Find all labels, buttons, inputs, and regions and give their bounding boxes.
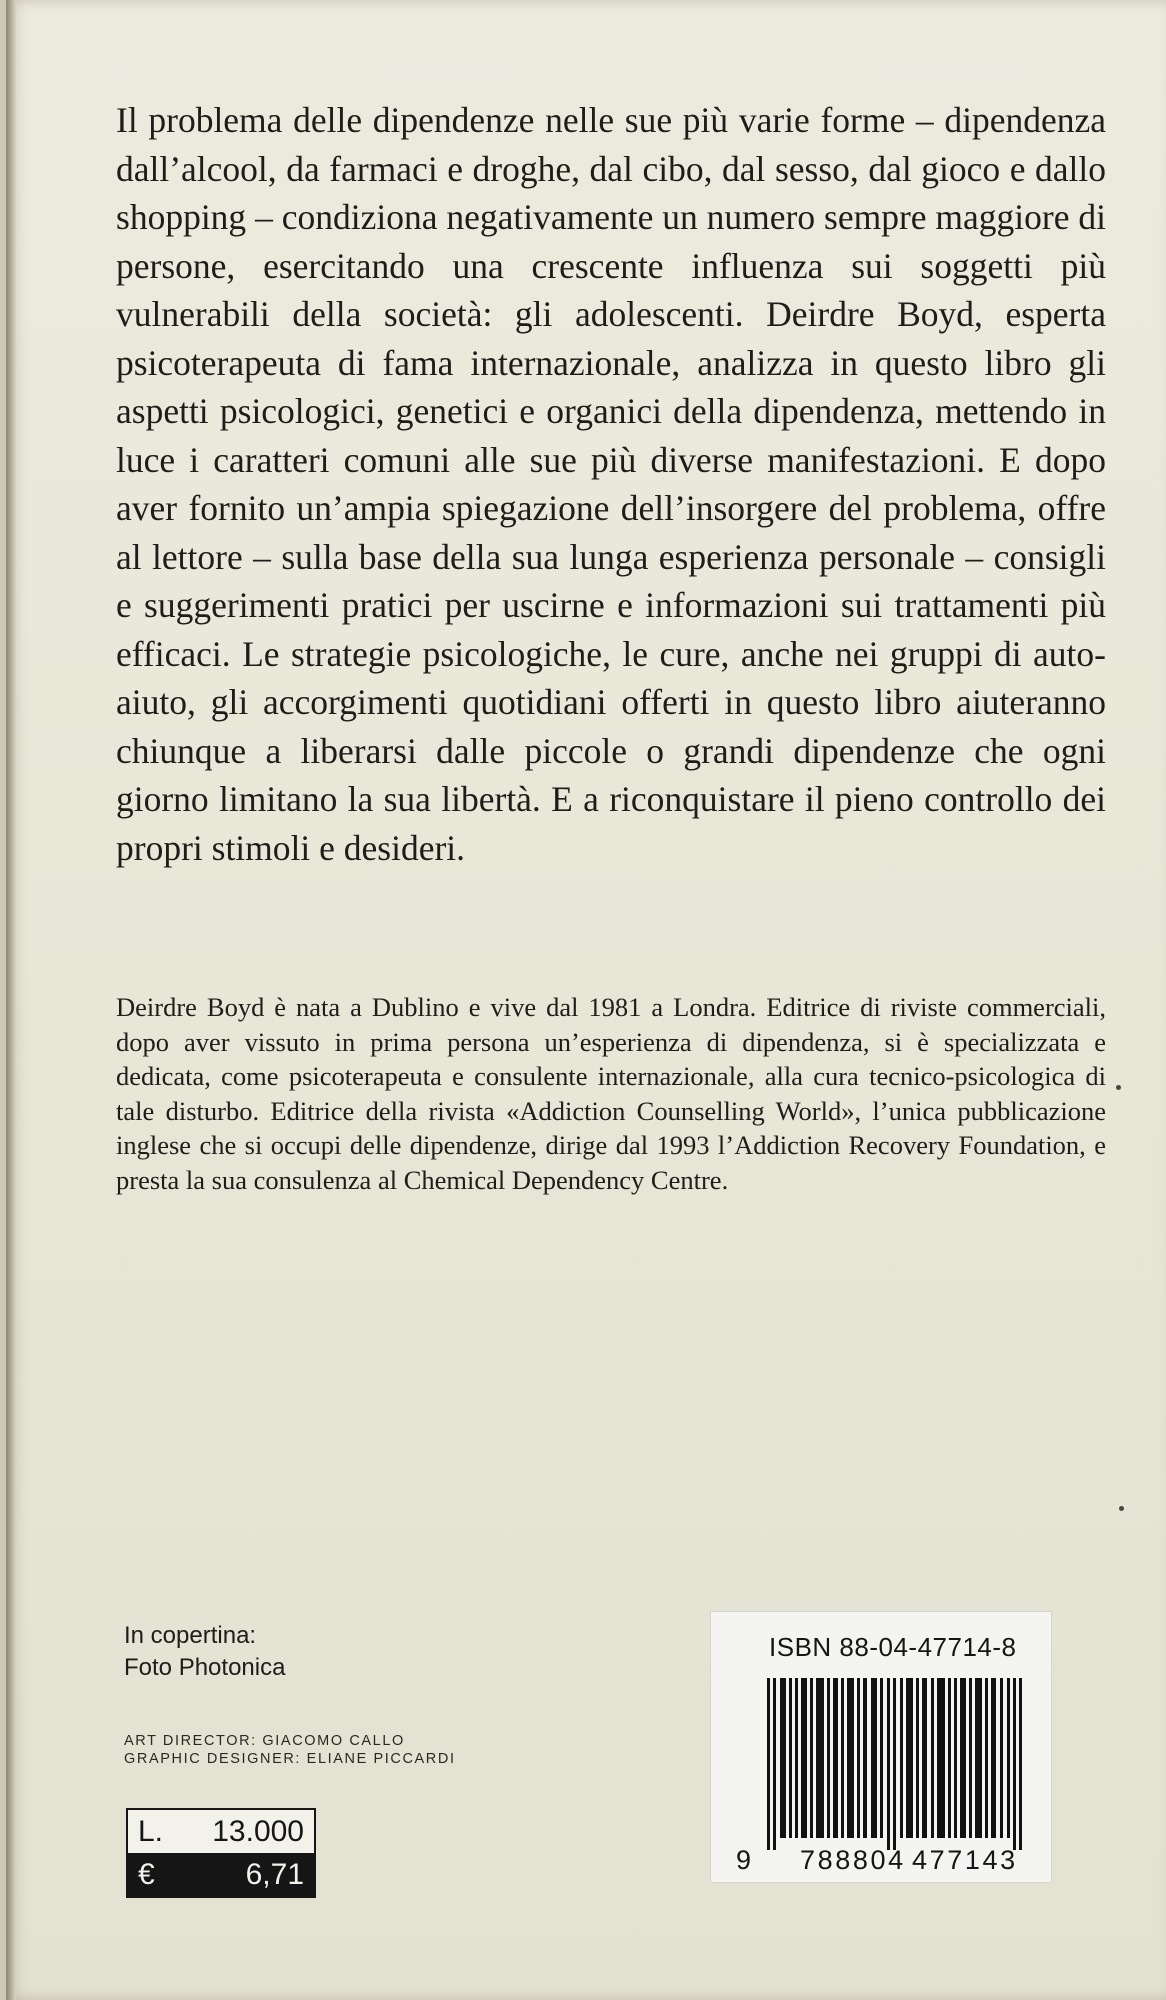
cover-credit-label: In copertina:	[124, 1622, 257, 1649]
isbn-label: ISBN 88-04-47714-8	[769, 1632, 1017, 1662]
euro-amount: 6,71	[245, 1857, 304, 1891]
art-director-credit: ART DIRECTOR: GIACOMO CALLO	[124, 1733, 405, 1749]
book-back-cover	[6, 0, 1166, 2000]
design-credits	[124, 1732, 456, 1768]
barcode-sticker	[711, 1612, 1051, 1882]
cover-credits	[124, 1620, 285, 1684]
price-euro	[128, 1853, 314, 1896]
author-bio: Deirdre Boyd è nata a Dublino e vive dal 1981 a Londra. Editrice di riviste commerciali, dopo aver vissuto in prima persona un’esperienza di dipendenza, si è specializzata e dedicata, come psicoterapeuta e consulente internazionale, alla cura tecnico-psicologica di tale disturbo. Editrice della rivista «Addiction Counselling World», l’unica pubblicazione inglese che si occupi delle dipendenze, dirige dal 1993 l’Addiction Recovery Foundation, e presta la sua consulenza al Chemical Dependency Centre.	[116, 992, 1106, 1195]
ean-group-1: 788804	[800, 1845, 906, 1875]
graphic-designer-credit: GRAPHIC DESIGNER: ELIANE PICCARDI	[124, 1751, 456, 1767]
book-blurb: Il problema delle dipendenze nelle sue più varie forme – dipendenza dall’alcool, da farmaci e droghe, dal cibo, dal sesso, dal gioco e dallo shopping – condiziona negativamente un numero sempre maggiore di persone, esercitando una crescente influenza sui soggetti più vulnerabili della società: gli adolescenti. Deirdre Boyd, esperta psicoterapeuta di fama internazionale, analizza in questo libro gli aspetti psicologici, genetici e organici della dipendenza, mettendo in luce i caratteri comuni alle sue più diverse manifestazioni. E dopo aver fornito un’ampia spiegazione dell’insorgere del problema, offre al lettore – sulla base della sua lunga esperienza personale – consigli e suggerimenti pratici per uscirne e informazioni sui trattamenti più efficaci. Le strategie psicologiche, le cure, anche nei gruppi di auto-aiuto, gli accorgimenti quotidiani offerti in questo libro aiuteranno chiunque a liberarsi dalle piccole o grandi dipendenze che ogni giorno limitano la sua libertà. E a riconquistare il pieno controllo dei propri stimoli e desideri.	[116, 100, 1106, 868]
price-lire	[128, 1810, 314, 1853]
lire-symbol: L.	[138, 1814, 164, 1848]
ean-group-2: 477143	[912, 1845, 1018, 1875]
barcode-icon	[767, 1678, 1029, 1850]
paper-speck	[1116, 1085, 1121, 1090]
paper-speck	[1119, 1506, 1124, 1511]
euro-symbol: €	[138, 1857, 155, 1891]
ean-first-digit: 9	[736, 1845, 752, 1875]
price-box	[126, 1808, 316, 1898]
lire-amount: 13.000	[212, 1814, 304, 1848]
cover-edge	[6, 0, 16, 2000]
cover-photo-credit: Foto Photonica	[124, 1654, 286, 1681]
